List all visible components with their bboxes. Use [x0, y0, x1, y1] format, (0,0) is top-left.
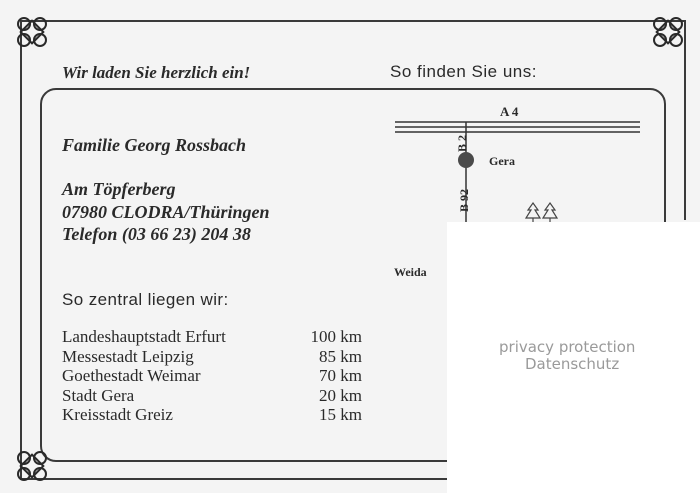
privacy-label-de: Datenschutz — [525, 355, 620, 373]
distance-table — [62, 327, 362, 425]
distance-value: 85 km — [319, 346, 362, 366]
privacy-label: privacy protection — [499, 338, 636, 356]
table-row — [62, 347, 362, 367]
table-row — [62, 405, 362, 425]
place-name: Stadt Gera — [62, 385, 135, 405]
highway-label: A 4 — [500, 104, 519, 119]
gera-marker-icon — [458, 152, 474, 168]
tree-icon — [526, 203, 557, 222]
table-row — [62, 327, 362, 347]
invitation-heading: Wir laden Sie herzlich ein! — [62, 63, 251, 82]
corner-ornament-icon — [14, 448, 50, 484]
distances-heading: So zentral liegen wir: — [62, 290, 229, 309]
distance-value: 20 km — [319, 385, 362, 405]
table-row — [62, 366, 362, 386]
place-name: Landeshauptstadt Erfurt — [62, 327, 226, 346]
phone-number: Telefon (03 66 23) 204 38 — [62, 224, 251, 244]
city-address: 07980 CLODRA/Thüringen — [62, 202, 270, 222]
privacy-overlay — [447, 222, 700, 493]
city-gera-label: Gera — [489, 154, 515, 168]
road-b2-label: B 2 — [455, 134, 469, 152]
city-weida-label: Weida — [394, 265, 427, 279]
distance-value: 15 km — [319, 405, 362, 424]
directions-heading: So finden Sie uns: — [390, 62, 537, 81]
place-name: Kreisstadt Greiz — [62, 405, 173, 424]
street-address: Am Töpferberg — [62, 179, 176, 199]
corner-ornament-icon — [650, 14, 686, 50]
family-name: Familie Georg Rossbach — [62, 135, 247, 155]
table-row — [62, 386, 362, 406]
place-name: Goethestadt Weimar — [62, 366, 201, 385]
distance-value: 100 km — [310, 327, 362, 346]
place-name: Messestadt Leipzig — [62, 346, 194, 366]
distance-value: 70 km — [319, 366, 362, 385]
road-b92-label: B 92 — [457, 188, 471, 212]
corner-ornament-icon — [14, 14, 50, 50]
